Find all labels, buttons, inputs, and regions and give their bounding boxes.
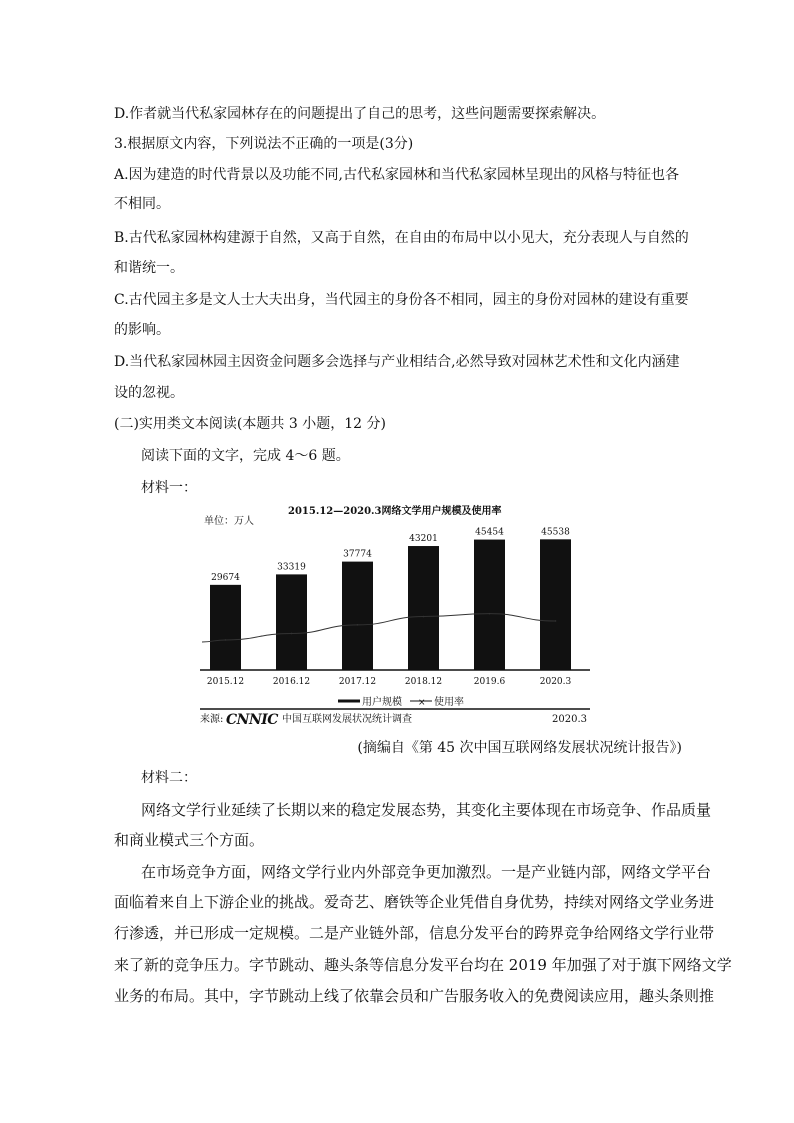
bar-3 [408,546,439,670]
x-tick-label: 2015.12 [206,677,245,687]
rate-point-5 [555,620,557,622]
option-d-prev: D.作者就当代私家园林存在的问题提出了自己的思考，这些问题需要探索解决。 [114,106,606,122]
bar-0 [210,585,241,670]
bar-1 [276,574,307,670]
bar-value-label: 29674 [211,572,240,583]
material-1-label: 材料一： [141,480,197,496]
x-tick-label: 2018.12 [404,677,443,687]
option-b-cont: 和谐统一。 [114,260,184,276]
source-prefix: 来源: [200,714,224,725]
rate-point-3 [423,616,425,618]
x-tick-label: 2020.3 [539,677,572,687]
excerpt-note: (摘编自《第 45 次中国互联网络发展状况统计报告》) [357,740,682,756]
chart-legend [338,695,464,708]
para-line-7: 业务的布局。其中，字节跳动上线了依靠会员和广告服务收入的免费阅读应用，趣头条则推 [114,987,715,1005]
para-line-2: 和商业模式三个方面。 [114,831,265,849]
bar-value-label: 43201 [409,534,438,545]
x-tick-label: 2017.12 [338,677,377,687]
para-line-6: 来了新的竞争压力。字节跳动、趣头条等信息分发平台均在 2019 年加强了对于旗下网络文学 [114,956,732,974]
legend-line-label: 使用率 [434,697,464,708]
option-a-cont: 不相同。 [114,196,170,212]
instruction: 阅读下面的文字，完成 4～6 题。 [141,448,350,464]
bar-2 [342,562,373,670]
section-heading: (二)实用类文本阅读(本题共 3 小题，12 分) [114,416,386,432]
source-date: 2020.3 [552,714,587,725]
rate-point-4 [489,613,491,615]
bar-value-label: 45538 [541,527,570,538]
option-b: B.古代私家园林构建源于自然，又高于自然，在自由的布局中以小见大，充分表现人与自然的 [114,230,689,246]
bar-value-label: 45454 [475,527,504,538]
para-line-1: 网络文学行业延续了长期以来的稳定发展态势，其变化主要体现在市场竞争、作品质量 [141,801,712,819]
option-d-cont: 设的忽视。 [114,385,184,401]
bar-value-label: 37774 [343,549,372,560]
source-text: 中国互联网发展状况统计调查 [282,714,412,725]
legend-line-marker: × [418,698,426,708]
question-3: 3.根据原文内容，下列说法不正确的一项是(3分) [114,136,414,152]
legend-bar-label: 用户规模 [362,697,402,708]
para-line-5: 行渗透，并已形成一定规模。二是产业链外部，信息分发平台的跨界竞争给网络文学行业带 [114,924,715,942]
cnnic-logo: CNNIC [226,712,278,728]
user-scale-chart [200,498,610,734]
option-a: A.因为建造的时代背景以及功能不同,古代私家园林和当代私家园林呈现出的风格与特征也各 [114,167,680,183]
option-c: C.古代园主多是文人士大夫出身，当代园主的身份各不相同，园主的身份对园林的建设有重要 [114,292,689,308]
bar-value-label: 33319 [277,562,306,573]
material-2-label: 材料二： [141,770,197,786]
chart-unit-label: 单位：万人 [204,516,254,527]
rate-point-0 [225,639,227,641]
bar-5 [540,539,571,670]
option-c-cont: 的影响。 [114,322,170,338]
para-line-3: 在市场竞争方面，网络文学行业内外部竞争更加激烈。一是产业链内部，网络文学平台 [141,863,712,881]
rate-point-1 [291,633,293,635]
x-tick-label: 2016.12 [272,677,311,687]
x-tick-label: 2019.6 [473,677,506,687]
bar-4 [474,540,505,670]
option-d: D.当代私家园林园主因资金问题多会选择与产业相结合,必然导致对园林艺术性和文化内涵建 [114,354,680,370]
para-line-4: 面临着来自上下游企业的挑战。爱奇艺、磨铁等企业凭借自身优势，持续对网络文学业务进 [114,893,715,911]
rate-point-2 [357,624,359,626]
chart-title: 2015.12—2020.3网络文学用户规模及使用率 [288,506,502,517]
